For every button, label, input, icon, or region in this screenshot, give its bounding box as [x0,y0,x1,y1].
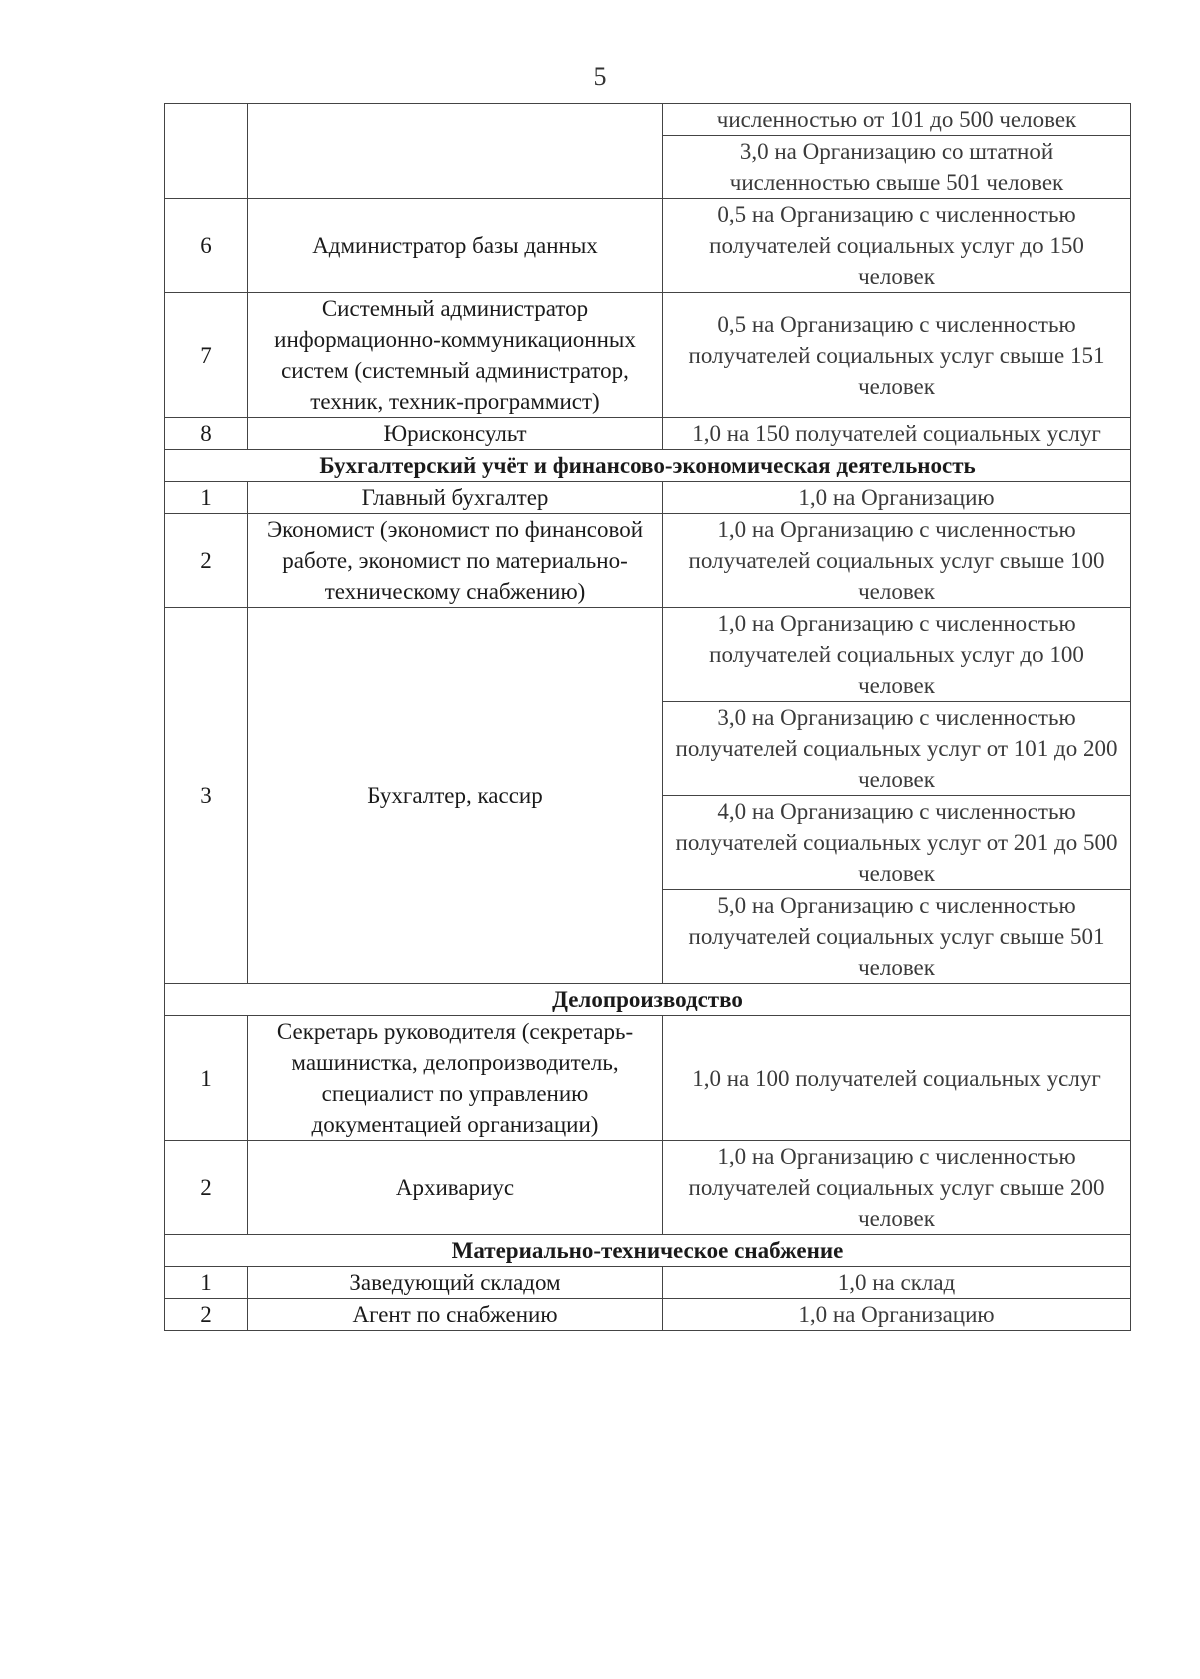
cell-norm: 1,0 на Организацию с численностью получателей социальных услуг свыше 200 человек [663,1141,1131,1235]
cell-position: Заведующий складом [248,1267,663,1299]
section-header-row [165,450,1131,482]
cell-norm: 1,0 на 100 получателей социальных услуг [663,1016,1131,1141]
cell-norm: 5,0 на Организацию с численностью получателей социальных услуг свыше 501 человек [663,890,1131,984]
table-row [165,418,1131,450]
cell-position: Системный администратор информационно-коммуникационных систем (системный администратор, техник, техник-программист) [248,293,663,418]
cell-norm: 3,0 на Организацию с численностью получателей социальных услуг от 101 до 200 человек [663,702,1131,796]
cell-num: 2 [165,1299,248,1331]
cell-norm: 4,0 на Организацию с численностью получателей социальных услуг от 201 до 500 человек [663,796,1131,890]
section-header-row [165,1235,1131,1267]
page-number: 5 [593,62,607,91]
cell-norm: 1,0 на Организацию [663,482,1131,514]
cell-position [248,104,663,199]
cell-norm: 1,0 на Организацию с численностью получателей социальных услуг до 100 человек [663,608,1131,702]
cell-position: Бухгалтер, кассир [248,608,663,984]
cell-num: 6 [165,199,248,293]
cell-num: 1 [165,1267,248,1299]
cell-norm: 0,5 на Организацию с численностью получателей социальных услуг до 150 человек [663,199,1131,293]
table-row [165,1299,1131,1331]
table-row [165,293,1131,418]
cell-position: Главный бухгалтер [248,482,663,514]
table-row [165,514,1131,608]
cell-norm: 1,0 на 150 получателей социальных услуг [663,418,1131,450]
cell-position: Администратор базы данных [248,199,663,293]
cell-position: Архивариус [248,1141,663,1235]
cell-num: 2 [165,514,248,608]
table-row [165,1141,1131,1235]
cell-position: Секретарь руководителя (секретарь-машинистка, делопроизводитель, специалист по управлению документацией организации) [248,1016,663,1141]
table-row [165,1267,1131,1299]
section-title: Материально-техническое снабжение [165,1235,1131,1267]
cell-position: Экономист (экономист по финансовой работе, экономист по материально-техническому снабжению) [248,514,663,608]
cell-num: 2 [165,1141,248,1235]
cell-norm: 0,5 на Организацию с численностью получателей социальных услуг свыше 151 человек [663,293,1131,418]
cell-position: Юрисконсульт [248,418,663,450]
table-row [165,104,1131,136]
cell-num [165,104,248,199]
cell-norm: 1,0 на Организацию с численностью получателей социальных услуг свыше 100 человек [663,514,1131,608]
cell-num: 1 [165,1016,248,1141]
table-row [165,482,1131,514]
cell-num: 3 [165,608,248,984]
cell-num: 1 [165,482,248,514]
cell-norm: 1,0 на Организацию [663,1299,1131,1331]
table-row [165,199,1131,293]
section-header-row [165,984,1131,1016]
cell-norm: 1,0 на склад [663,1267,1131,1299]
cell-position: Агент по снабжению [248,1299,663,1331]
section-title: Делопроизводство [165,984,1131,1016]
table-row [165,608,1131,702]
cell-norm: численностью от 101 до 500 человек [663,104,1131,136]
cell-num: 7 [165,293,248,418]
table-row [165,1016,1131,1141]
section-title: Бухгалтерский учёт и финансово-экономическая деятельность [165,450,1131,482]
cell-num: 8 [165,418,248,450]
cell-norm: 3,0 на Организацию со штатной численностью свыше 501 человек [663,136,1131,199]
staffing-norms-table [164,103,1131,1331]
